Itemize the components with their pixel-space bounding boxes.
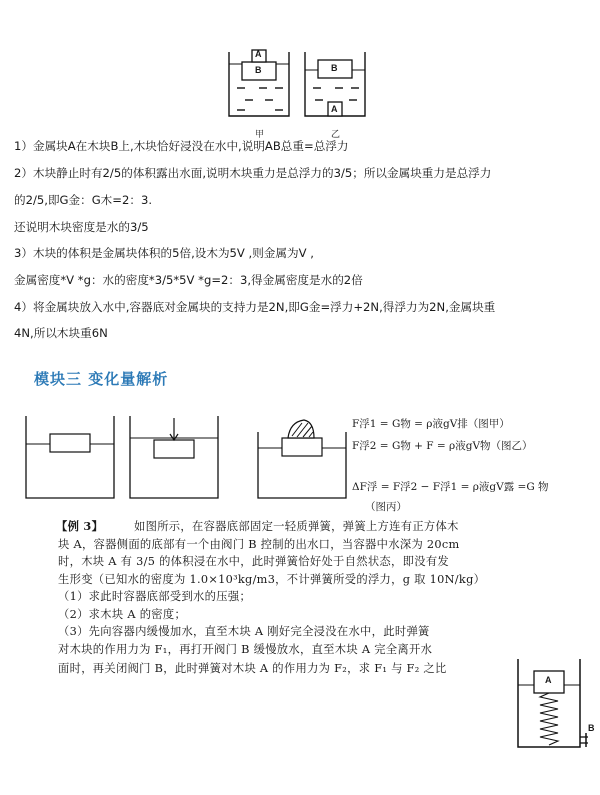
example-question-3-line-3: 面时，再关闭阀门 B，此时弹簧对木块 A 的作用力为 F₂，求 F₁ 与 F₂ 之比 <box>58 662 447 675</box>
solution-line-7: 4）将金属块放入水中,容器底对金属块的支持力是2N,即G金=浮力+2N,得浮力为2N,金属块重 <box>14 300 496 314</box>
block-b-label-jia: B <box>255 65 262 75</box>
block-a-label-yi: A <box>331 104 338 114</box>
three-containers-drawing <box>22 410 342 505</box>
spring-container-drawing <box>510 655 596 755</box>
solution-line-5: 3）木块的体积是金属块体积的5倍,设木为5V ,则金属为V , <box>14 246 314 260</box>
formula-line-2: F浮2 = G物 + F = ρ液gV物（图乙） <box>352 440 533 452</box>
solution-line-8: 4N,所以木块重6N <box>14 326 108 340</box>
caption-yi: 乙 <box>331 130 341 140</box>
example-line-3: 时，木块 A 有 3/5 的体积浸在水中，此时弹簧恰好处于自然状态，即没有发 <box>58 555 450 568</box>
block-b-label-yi: B <box>331 63 338 73</box>
example-question-2: （2）求木块 A 的密度； <box>58 608 187 621</box>
solution-line-3: 的2/5,即G金：G木=2：3. <box>14 193 153 207</box>
formula-line-4: （图丙） <box>365 501 407 513</box>
example-line-2: 块 A，容器侧面的底部有一个由阀门 B 控制的出水口，当容器中水深为 20cm <box>58 538 460 551</box>
formula-line-3: ΔF浮 = F浮2 − F浮1 = ρ液gV露 =G 物 <box>352 481 549 493</box>
block-a-label: A <box>545 675 552 685</box>
example-question-3-line-1: （3）先向容器内缓慢加水，直至木块 A 刚好完全浸没在水中，此时弹簧 <box>58 625 430 638</box>
section-title: 模块三 变化量解析 <box>34 370 169 388</box>
figure-spring-container <box>510 655 596 755</box>
block-a-label-jia: A <box>255 49 262 59</box>
figure-three-containers <box>22 410 342 505</box>
example-question-3-line-2: 对木块的作用力为 F₁，再打开阀门 B 缓慢放水，直至木块 A 完全离开水 <box>58 643 433 656</box>
caption-jia: 甲 <box>255 130 265 140</box>
solution-line-6: 金属密度*V *g：水的密度*3/5*5V *g=2：3,得金属密度是水的2倍 <box>14 273 363 287</box>
example-line-1: 如图所示，在容器底部固定一轻质弹簧，弹簧上方连有正方体木 <box>134 520 459 533</box>
formula-line-1: F浮1 = G物 = ρ液gV排（图甲） <box>352 418 510 430</box>
example-question-1: （1）求此时容器底部受到水的压强； <box>58 590 252 603</box>
solution-line-1: 1）金属块A在木块B上,木块恰好浸没在水中,说明AB总重=总浮力 <box>14 139 349 153</box>
valve-b-label: B <box>588 723 595 733</box>
figure-jia-yi-drawing <box>215 44 375 144</box>
example-line-4: 生形变（已知水的密度为 1.0×10³kg/m3，不计弹簧所受的浮力，g 取 10N/kg） <box>58 573 486 586</box>
example-label: 【例 3】 <box>56 519 104 533</box>
solution-line-4: 还说明木块密度是水的3/5 <box>14 220 149 234</box>
solution-line-2: 2）木块静止时有2/5的体积露出水面,说明木块重力是总浮力的3/5；所以金属块重力是总浮力 <box>14 166 492 180</box>
figure-jia-yi <box>215 44 375 144</box>
